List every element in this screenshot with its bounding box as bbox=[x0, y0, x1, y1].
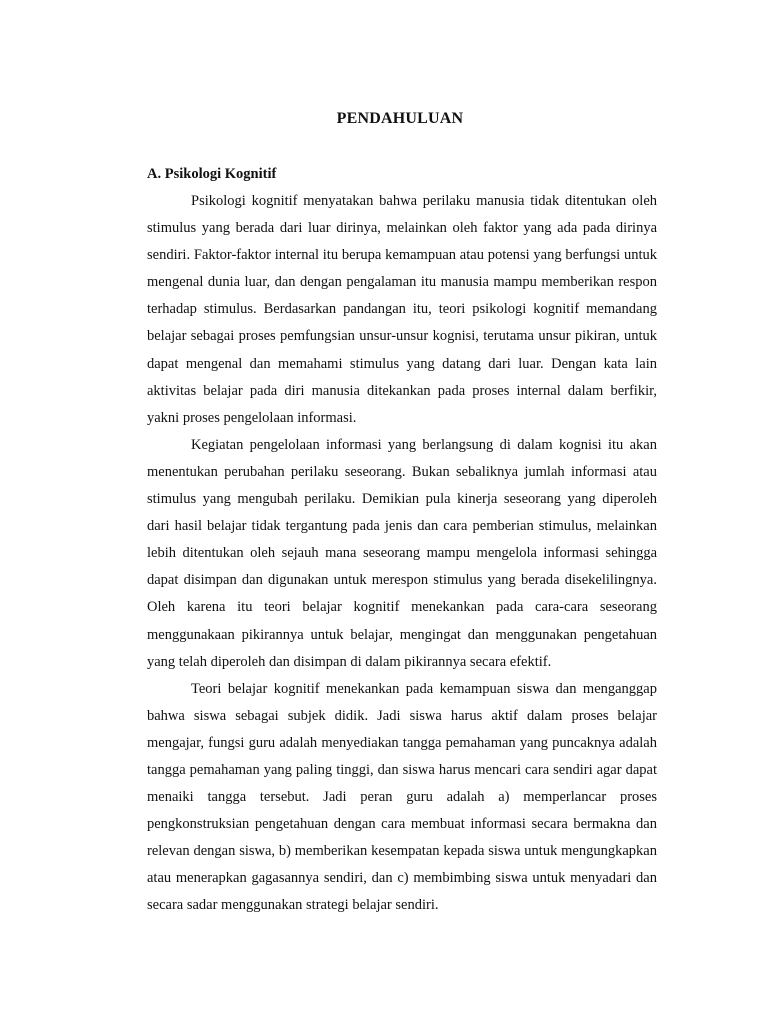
paragraph: Psikologi kognitif menyatakan bahwa perilaku manusia tidak ditentukan oleh stimulus yang berada dari luar dirinya, melainkan oleh faktor yang ada pada dirinya sendiri. Faktor-faktor internal itu berupa kemampuan atau potensi yang berfungsi untuk mengenal dunia luar, dan dengan pengalaman itu manusia mampu memberikan respon terhadap stimulus. Berdasarkan pandangan itu, teori psikologi kognitif memandang belajar sebagai proses pemfungsian unsur-unsur kognisi, terutama unsur pikiran, untuk dapat mengenal dan memahami stimulus yang datang dari luar. Dengan kata lain aktivitas belajar pada diri manusia ditekankan pada proses internal dalam berfikir, yakni proses pengelolaan informasi. bbox=[147, 193, 657, 426]
section-heading: A. Psikologi Kognitif bbox=[147, 166, 277, 182]
paragraph: Kegiatan pengelolaan informasi yang berlangsung di dalam kognisi itu akan menentukan perubahan perilaku seseorang. Bukan sebaliknya jumlah informasi atau stimulus yang mengubah perilaku. Demikian pula kinerja seseorang yang diperoleh dari hasil belajar tidak tergantung pada jenis dan cara pemberian stimulus, melainkan lebih ditentukan oleh sejauh mana seseorang mampu mengelola informasi sehingga dapat disimpan dan digunakan untuk merespon stimulus yang berada disekelilingnya. Oleh karena itu teori belajar kognitif menekankan pada cara-cara seseorang menggunakaan pikirannya untuk belajar, mengingat dan menggunakan pengetahuan yang telah diperoleh dan disimpan di dalam pikirannya secara efektif. bbox=[147, 436, 657, 670]
section-body bbox=[147, 188, 657, 920]
page-title: PENDAHULUAN bbox=[336, 110, 464, 127]
paragraph: Teori belajar kognitif menekankan pada kemampuan siswa dan menganggap bahwa siswa sebagai subjek didik. Jadi siswa harus aktif dalam proses belajar mengajar, fungsi guru adalah menyediakan tangga pemahaman yang puncaknya adalah tangga pemahaman yang paling tinggi, dan siswa harus mencari cara sendiri agar dapat menaiki tangga tersebut. Jadi peran guru adalah a) memperlancar proses pengkonstruksian pengetahuan dengan cara membuat informasi secara bermakna dan relevan dengan siswa, b) memberikan kesempatan kepada siswa untuk mengungkapkan atau menerapkan gagasannya sendiri, dan c) membimbing siswa untuk menyadari dan secara sadar menggunakan strategi belajar sendiri. bbox=[147, 680, 657, 914]
